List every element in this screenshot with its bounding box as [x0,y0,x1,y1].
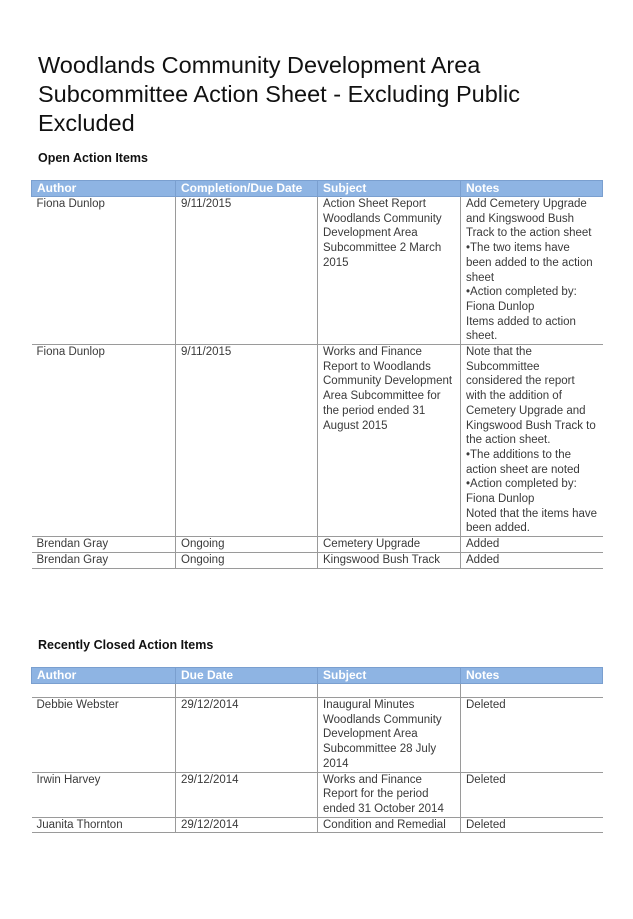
cell-subject: Inaugural Minutes Woodlands Community Development Area Subcommittee 28 July 2014 [318,698,461,773]
column-header-author: Author [32,181,176,197]
table-row [32,537,603,553]
note-line: •Action completed by: Fiona Dunlop [466,286,577,313]
empty-row [32,684,603,698]
note-line: Deleted [466,818,506,831]
closed-action-items-body [32,684,603,833]
column-header-date: Completion/Due Date [176,181,318,197]
column-header-subject: Subject [318,181,461,197]
cell-notes [461,537,603,553]
closed-action-items-heading: Recently Closed Action Items [38,638,214,652]
table-row [32,552,603,568]
table-row [32,345,603,537]
cell-author: Debbie Webster [32,698,176,773]
cell-author: Fiona Dunlop [32,345,176,537]
cell-date: 9/11/2015 [176,197,318,345]
cell-date: Ongoing [176,537,318,553]
column-header-author: Author [32,668,176,684]
cell-date: 29/12/2014 [176,772,318,817]
cell-subject: Action Sheet Report Woodlands Community Development Area Subcommittee 2 March 2015 [318,197,461,345]
note-line: Deleted [466,699,506,711]
cell-date: 29/12/2014 [176,817,318,833]
note-line: Add Cemetery Upgrade and Kingswood Bush Track to the action sheet [466,198,592,240]
table-row [32,197,603,345]
cell-date: 29/12/2014 [176,698,318,773]
table-row [32,698,603,773]
note-line: Noted that the items have been added. [466,507,598,535]
column-header-notes: Notes [461,668,603,684]
cell-author: Fiona Dunlop [32,197,176,345]
table-row [32,817,603,833]
column-header-due-date: Due Date [176,668,318,684]
page-title: Woodlands Community Development Area Subcommittee Action Sheet - Excluding Public Excluded [38,52,521,136]
open-action-items-heading: Open Action Items [38,151,148,165]
note-line: •The two items have been added to the action sheet [466,242,593,284]
note-line: Added [466,538,500,551]
cell-subject: Cemetery Upgrade [318,537,461,553]
cell-notes [461,552,603,568]
cell-notes [461,345,603,537]
cell-author: Juanita Thornton [32,817,176,833]
note-line: •The additions to the action sheet are noted [466,448,580,476]
cell-notes [461,698,603,773]
cell-author: Brendan Gray [32,537,176,553]
cell-notes [461,197,603,345]
table-row [32,772,603,817]
table-header-row [32,668,603,684]
cell-subject: Condition and Remedial [318,817,461,833]
note-line: •Action completed by: Fiona Dunlop [466,478,577,506]
column-header-subject: Subject [318,668,461,684]
cell-notes [461,772,603,817]
cell-subject: Works and Finance Report to Woodlands Community Development Area Subcommittee for the period ended 31 August 2015 [318,345,461,537]
cell-date: 9/11/2015 [176,345,318,537]
cell-subject: Kingswood Bush Track [318,552,461,568]
note-line: Added [466,553,500,566]
cell-subject: Works and Finance Report for the period ended 31 October 2014 [318,772,461,817]
closed-action-items-table [31,667,603,833]
cell-author: Irwin Harvey [32,772,176,817]
cell-notes [461,817,603,833]
note-line: Note that the Subcommittee considered the report with the addition of Cemetery Upgrade and Kingswood Bush Track to the action sheet. [466,346,596,447]
table-header-row [32,181,603,197]
column-header-notes: Notes [461,181,603,197]
note-line: Deleted [466,773,506,786]
open-action-items-table [31,180,603,569]
cell-author: Brendan Gray [32,552,176,568]
note-line: Items added to action sheet. [466,315,576,343]
cell-date: Ongoing [176,552,318,568]
open-action-items-body [32,197,603,569]
